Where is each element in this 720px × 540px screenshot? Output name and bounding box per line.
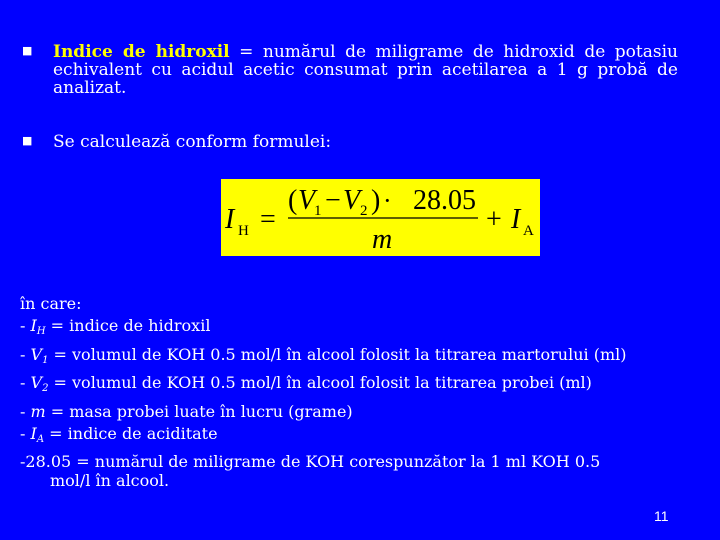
definition-term: Indice de hidroxil — [53, 42, 230, 62]
legend-item-m — [20, 401, 680, 423]
legend-item-v2 — [20, 372, 680, 400]
legend-dash: - — [20, 424, 31, 444]
legend-intro: în care: — [20, 294, 82, 313]
square-bullet-icon: ■ — [22, 134, 33, 147]
legend-description: = volumul de KOH 0.5 mol/l în alcool folosit la titrarea martorului (ml) — [48, 344, 627, 364]
legend-constant-text: -28.05 = numărul de miligrame de KOH corespunzător la 1 ml KOH 0.5 — [20, 452, 601, 472]
legend-dash: - — [20, 344, 31, 364]
legend-description: = volumul de KOH 0.5 mol/l în alcool folosit la titrarea probei (ml) — [48, 373, 592, 393]
formula-close-paren: ) — [371, 185, 381, 216]
legend-symbol: I — [30, 424, 37, 444]
legend-symbol-sub: H — [36, 326, 46, 338]
legend-symbol: m — [30, 401, 46, 421]
legend-symbol: V — [30, 373, 43, 393]
formula-minus: − — [325, 185, 341, 216]
formula-rhs: I — [511, 204, 521, 235]
definition-text: = numărul de miligrame de hidroxid de potasiu echivalent cu acidul acetic consumat prin acetilarea a 1 g probă de analizat. — [53, 42, 678, 98]
legend-item-constant — [20, 451, 680, 492]
formula-constant: 28.05 — [413, 185, 476, 216]
legend-constant-continuation: mol/l în alcool. — [50, 470, 170, 490]
formula-v1-sub: 1 — [314, 203, 322, 219]
legend-item-ia — [20, 423, 680, 451]
legend-dash: - — [20, 401, 31, 421]
formula-dot: · — [383, 186, 392, 215]
legend-dash: - — [20, 316, 31, 336]
hydroxyl-index-formula — [221, 179, 540, 256]
legend-description: = masa probei luate în lucru (grame) — [45, 401, 353, 421]
formula-v2-sub: 2 — [360, 203, 368, 219]
legend-symbol-sub: 1 — [42, 354, 49, 366]
formula-plus: + — [486, 204, 502, 235]
definition-paragraph — [53, 43, 678, 97]
formula-v1: V — [298, 185, 316, 216]
legend-symbol-sub: 2 — [42, 383, 49, 395]
formula-intro: Se calculează conform formulei: — [53, 132, 332, 152]
legend-item-v1 — [20, 344, 680, 372]
formula-open-paren: ( — [288, 185, 298, 216]
page-number: 11 — [654, 508, 669, 524]
formula-lhs: I — [225, 204, 235, 235]
legend-symbol: V — [30, 344, 43, 364]
legend-item-ih — [20, 315, 680, 343]
formula-equals: = — [260, 204, 276, 235]
legend-description: = indice de aciditate — [44, 424, 218, 444]
legend-dash: - — [20, 373, 31, 393]
legend-description: = indice de hidroxil — [45, 316, 211, 336]
legend-symbol-sub: A — [36, 434, 45, 446]
formula-v2: V — [343, 185, 361, 216]
variable-legend — [20, 293, 680, 492]
square-bullet-icon: ■ — [22, 44, 33, 57]
formula-lhs-sub: H — [238, 223, 249, 239]
formula-rhs-sub: A — [523, 223, 534, 239]
legend-symbol: I — [30, 316, 37, 336]
formula-denominator: m — [372, 224, 393, 255]
formula-box — [221, 179, 540, 256]
